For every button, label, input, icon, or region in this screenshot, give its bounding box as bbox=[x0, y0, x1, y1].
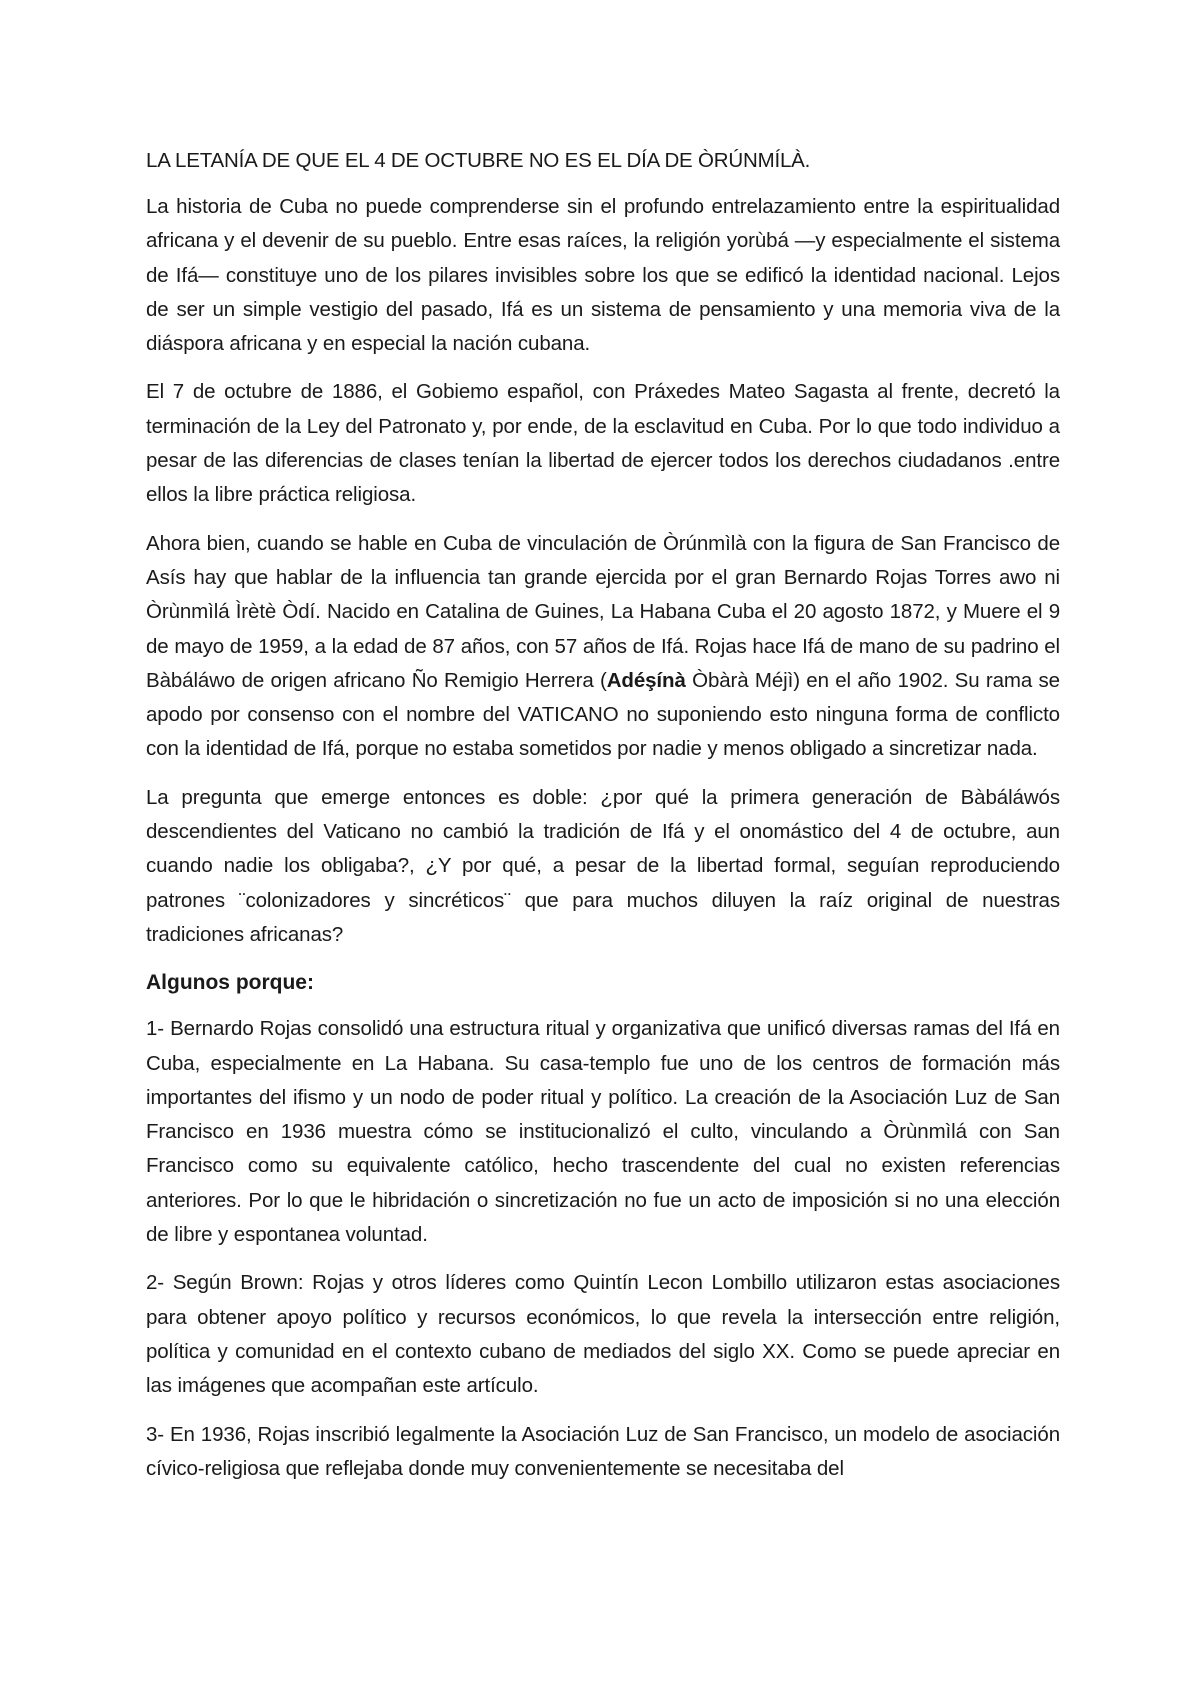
paragraph-3-text-a: Ahora bien, cuando se hable en Cuba de vinculación de Òrúnmìlà con la figura de San Francisco de Asís hay que hablar de la influencia tan grande ejercida por el gran Bernardo Rojas Torres awo ni Òrùnmìlá Ìrètè Òdí. Nacido en Catalina de Guines, La Habana Cuba el 20 agosto 1872, y Muere el 9 de mayo de 1959, a la edad de 87 años, con 57 años de Ifá. Rojas hace Ifá de mano de su padrino el Bàbáláwo de origen africano Ño Remigio Herrera ( bbox=[146, 531, 1060, 692]
section-heading: Algunos porque: bbox=[146, 971, 314, 995]
paragraph-3 bbox=[146, 527, 1060, 767]
paragraph-3-text-b: Òbàrà Méjì) en el año 1902. Su rama se apodo por consenso con el nombre del VATICANO no suponiendo esto ninguna forma de conflicto con la identidad de Ifá, porque no estaba sometidos por nadie y menos obligado a sincretizar nada. bbox=[146, 668, 1060, 761]
paragraph-3-bold-name: Adéşínà bbox=[606, 668, 686, 692]
paragraph-2: El 7 de octubre de 1886, el Gobiemo español, con Práxedes Mateo Sagasta al frente, decretó la terminación de la Ley del Patronato y, por ende, de la esclavitud en Cuba. Por lo que todo individuo a pesar de las diferencias de clases tenían la libertad de ejercer todos los derechos ciudadanos .entre ellos la libre práctica religiosa. bbox=[146, 380, 1060, 507]
paragraph-4: La pregunta que emerge entonces es doble: ¿por qué la primera generación de Bàbáláwós descendientes del Vaticano no cambió la tradición de Ifá y el onomástico del 4 de octubre, aun cuando nadie los obligaba?, ¿Y por qué, a pesar de la libertad formal, seguían reproduciendo patrones ¨colonizadores y sincréticos¨ que para muchos diluyen la raíz original de nuestras tradiciones africanas? bbox=[146, 785, 1060, 946]
list-item-2: 2- Según Brown: Rojas y otros líderes como Quintín Lecon Lombillo utilizaron estas asociaciones para obtener apoyo político y recursos económicos, lo que revela la intersección entre religión, política y comunidad en el contexto cubano de mediados del siglo XX. Como se puede apreciar en las imágenes que acompañan este artículo. bbox=[146, 1271, 1060, 1398]
list-item-3: 3- En 1936, Rojas inscribió legalmente la Asociación Luz de San Francisco, un modelo de asociación cívico-religiosa que reflejaba donde muy convenientemente se necesitaba del bbox=[146, 1422, 1060, 1480]
list-item-1: 1- Bernardo Rojas consolidó una estructura ritual y organizativa que unificó diversas ramas del Ifá en Cuba, especialmente en La Habana. Su casa-templo fue uno de los centros de formación más importantes del ifismo y un nodo de poder ritual y político. La creación de la Asociación Luz de San Francisco en 1936 muestra cómo se institucionalizó el culto, vinculando a Òrùnmìlá con San Francisco como su equivalente católico, hecho trascendente del cual no existen referencias anteriores. Por lo que le hibridación o sincretización no fue un acto de imposición si no una elección de libre y espontanea voluntad. bbox=[146, 1017, 1060, 1247]
paragraph-1: La historia de Cuba no puede comprenderse sin el profundo entrelazamiento entre la espiritualidad africana y el devenir de su pueblo. Entre esas raíces, la religión yorùbá —y especialmente el sistema de Ifá— constituye uno de los pilares invisibles sobre los que se edificó la identidad nacional. Lejos de ser un simple vestigio del pasado, Ifá es un sistema de pensamiento y una memoria viva de la diáspora africana y en especial la nación cubana. bbox=[146, 195, 1060, 356]
document-title: LA LETANÍA DE QUE EL 4 DE OCTUBRE NO ES EL DÍA DE ÒRÚNMÍLÀ. bbox=[146, 149, 811, 172]
document-page bbox=[146, 146, 1060, 1500]
